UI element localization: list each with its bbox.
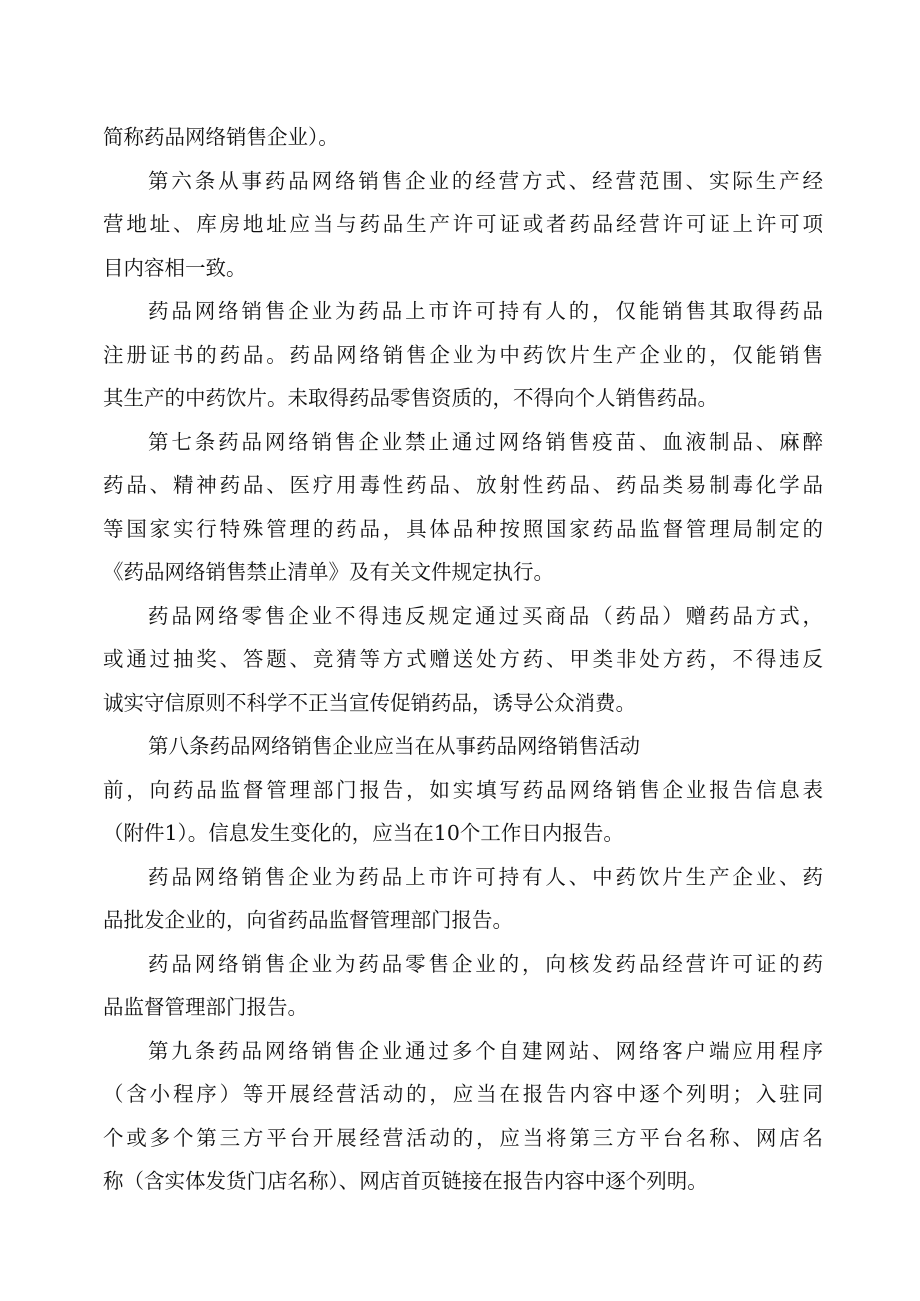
- text-line: 诚实守信原则不科学不正当宣传促销药品，诱导公众消费。: [103, 691, 636, 715]
- text-line: （含小程序）等开展经营活动的，应当在报告内容中逐个列明；入驻同: [103, 1082, 823, 1106]
- article-9-heading-line: 第九条药品网络销售企业通过多个自建网站、网络客户端应用程序: [148, 1039, 823, 1063]
- text-line: 《药品网络销售禁止清单》及有关文件规定执行。: [103, 560, 554, 584]
- article-8-heading-line: 第八条药品网络销售企业应当在从事药品网络销售活动: [148, 734, 640, 758]
- text-line: 称（含实体发货门店名称）、网店首页链接在报告内容中逐个列明。: [103, 1169, 708, 1193]
- text-line: 或通过抽奖、答题、竞猜等方式赠送处方药、甲类非处方药，不得违反: [103, 647, 823, 671]
- text-line: 注册证书的药品。药品网络销售企业为中药饮片生产企业的，仅能销售: [103, 343, 823, 367]
- text-line: 药品网络零售企业不得违反规定通过买商品（药品）赠药品方式，: [148, 604, 823, 628]
- text-line: 个或多个第三方平台开展经营活动的，应当将第三方平台名称、网店名: [103, 1126, 823, 1150]
- article-7-heading-line: 第七条药品网络销售企业禁止通过网络销售疫苗、血液制品、麻醉: [148, 430, 823, 454]
- text-line: 其生产的中药饮片。未取得药品零售资质的，不得向个人销售药品。: [103, 386, 718, 410]
- text-line: 品监督管理部门报告。: [103, 995, 308, 1019]
- text-line: 药品网络销售企业为药品上市许可持有人、中药饮片生产企业、药: [148, 865, 823, 889]
- text-line: 品批发企业的，向省药品监督管理部门报告。: [103, 908, 513, 932]
- text-line: 前，向药品监督管理部门报告，如实填写药品网络销售企业报告信息表: [103, 778, 823, 802]
- text-line: 药品网络销售企业为药品零售企业的，向核发药品经营许可证的药: [148, 952, 823, 976]
- text-line: 简称药品网络销售企业）。: [103, 125, 339, 149]
- article-6-heading-line: 第六条从事药品网络销售企业的经营方式、经营范围、实际生产经: [148, 169, 823, 193]
- text-line: 等国家实行特殊管理的药品，具体品种按照国家药品监督管理局制定的: [103, 517, 823, 541]
- text-line: 药品网络销售企业为药品上市许可持有人的，仅能销售其取得药品: [148, 299, 823, 323]
- text-line: 营地址、库房地址应当与药品生产许可证或者药品经营许可证上许可项: [103, 212, 823, 236]
- text-line: （附件1）。信息发生变化的，应当在10个工作日内报告。: [103, 821, 624, 845]
- text-line: 目内容相一致。: [103, 256, 247, 280]
- text-line: 药品、精神药品、医疗用毒性药品、放射性药品、药品类易制毒化学品: [103, 473, 823, 497]
